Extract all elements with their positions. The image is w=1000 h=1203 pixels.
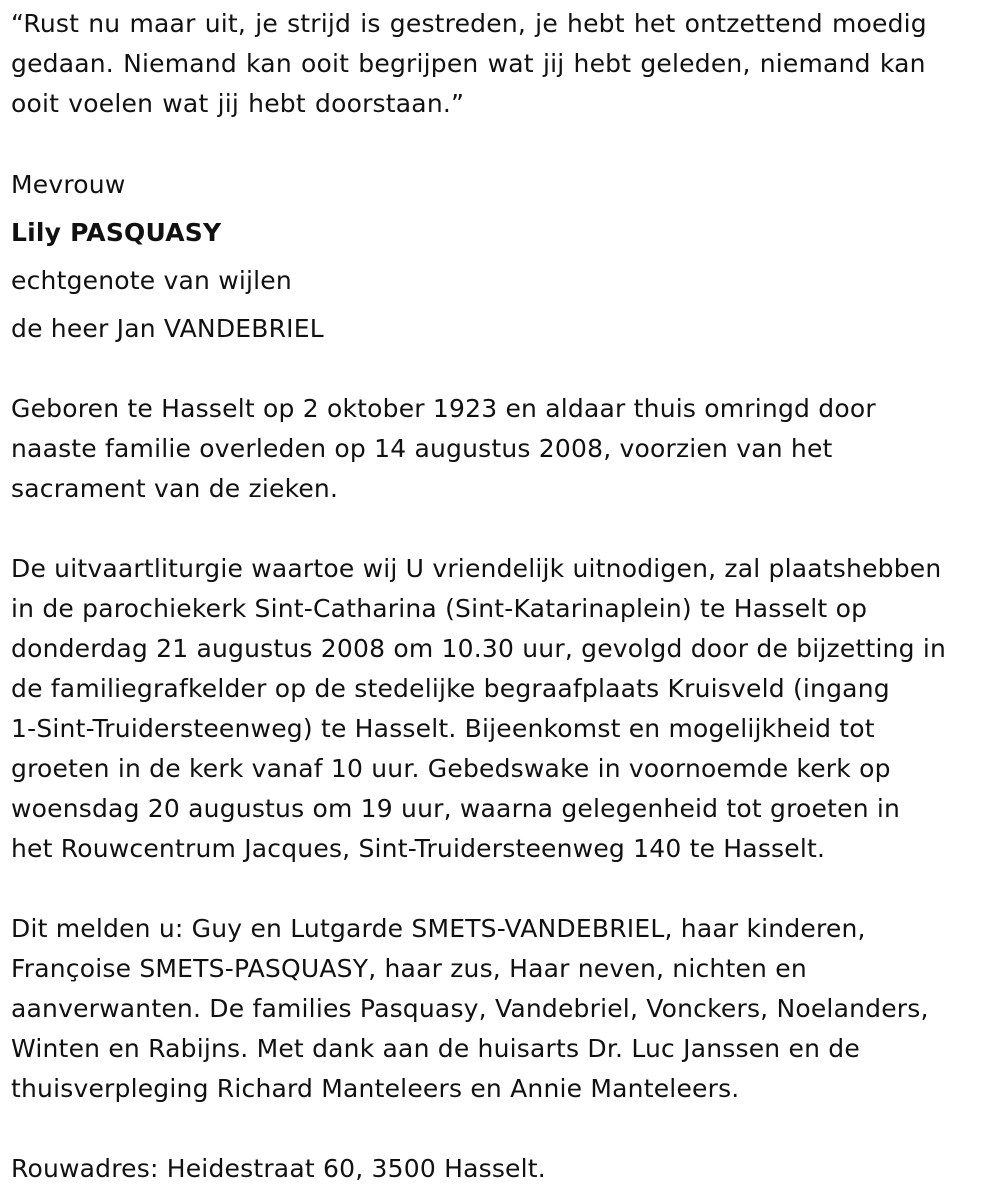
paragraph-line: Françoise SMETS-PASQUASY, haar zus, Haar neven, nichten en <box>11 954 807 983</box>
obituary-document <box>11 4 996 124</box>
announcement-paragraph <box>11 909 996 1109</box>
person-spouse: de heer Jan VANDEBRIEL <box>11 314 324 343</box>
paragraph-line: Dit melden u: Guy en Lutgarde SMETS-VANDEBRIEL, haar kinderen, <box>11 914 866 943</box>
quote-line: ooit voelen wat jij hebt doorstaan.” <box>11 89 465 118</box>
paragraph-line: aanverwanten. De families Pasquasy, Vandebriel, Vonckers, Noelanders, <box>11 994 929 1023</box>
paragraph-line: naaste familie overleden op 14 augustus 2008, voorzien van het <box>11 434 833 463</box>
paragraph-line: groeten in de kerk vanaf 10 uur. Gebedswake in voornoemde kerk op <box>11 754 891 783</box>
paragraph-line: Geboren te Hasselt op 2 oktober 1923 en aldaar thuis omringd door <box>11 394 876 423</box>
paragraph-line: donderdag 21 augustus 2008 om 10.30 uur, gevolgd door de bijzetting in <box>11 634 947 663</box>
deceased-block <box>11 165 911 357</box>
paragraph-line: het Rouwcentrum Jacques, Sint-Truidersteenweg 140 te Hasselt. <box>11 834 826 863</box>
person-relation: echtgenote van wijlen <box>11 266 292 295</box>
mourning-address <box>11 1149 996 1189</box>
paragraph-line: 1-Sint-Truidersteenweg) te Hasselt. Bijeenkomst en mogelijkheid tot <box>11 714 875 743</box>
person-name: Lily PASQUASY <box>11 218 222 247</box>
paragraph-line: in de parochiekerk Sint-Catharina (Sint-Katarinaplein) te Hasselt op <box>11 594 868 623</box>
opening-quote <box>11 4 996 124</box>
paragraph-line: woensdag 20 augustus om 19 uur, waarna gelegenheid tot groeten in <box>11 794 901 823</box>
quote-line: gedaan. Niemand kan ooit begrijpen wat jij hebt geleden, niemand kan <box>11 49 926 78</box>
paragraph-line: De uitvaartliturgie waartoe wij U vriendelijk uitnodigen, zal plaatshebben <box>11 554 942 583</box>
quote-line: “Rust nu maar uit, je strijd is gestreden, je hebt het ontzettend moedig <box>11 9 927 38</box>
person-title: Mevrouw <box>11 170 126 199</box>
paragraph-line: thuisverpleging Richard Manteleers en Annie Manteleers. <box>11 1074 740 1103</box>
birth-death-paragraph <box>11 389 996 509</box>
funeral-paragraph <box>11 549 996 869</box>
paragraph-line: de familiegrafkelder op de stedelijke begraafplaats Kruisveld (ingang <box>11 674 890 703</box>
paragraph-line: Winten en Rabijns. Met dank aan de huisarts Dr. Luc Janssen en de <box>11 1034 860 1063</box>
address-line: Rouwadres: Heidestraat 60, 3500 Hasselt. <box>11 1154 546 1183</box>
paragraph-line: sacrament van de zieken. <box>11 474 339 503</box>
